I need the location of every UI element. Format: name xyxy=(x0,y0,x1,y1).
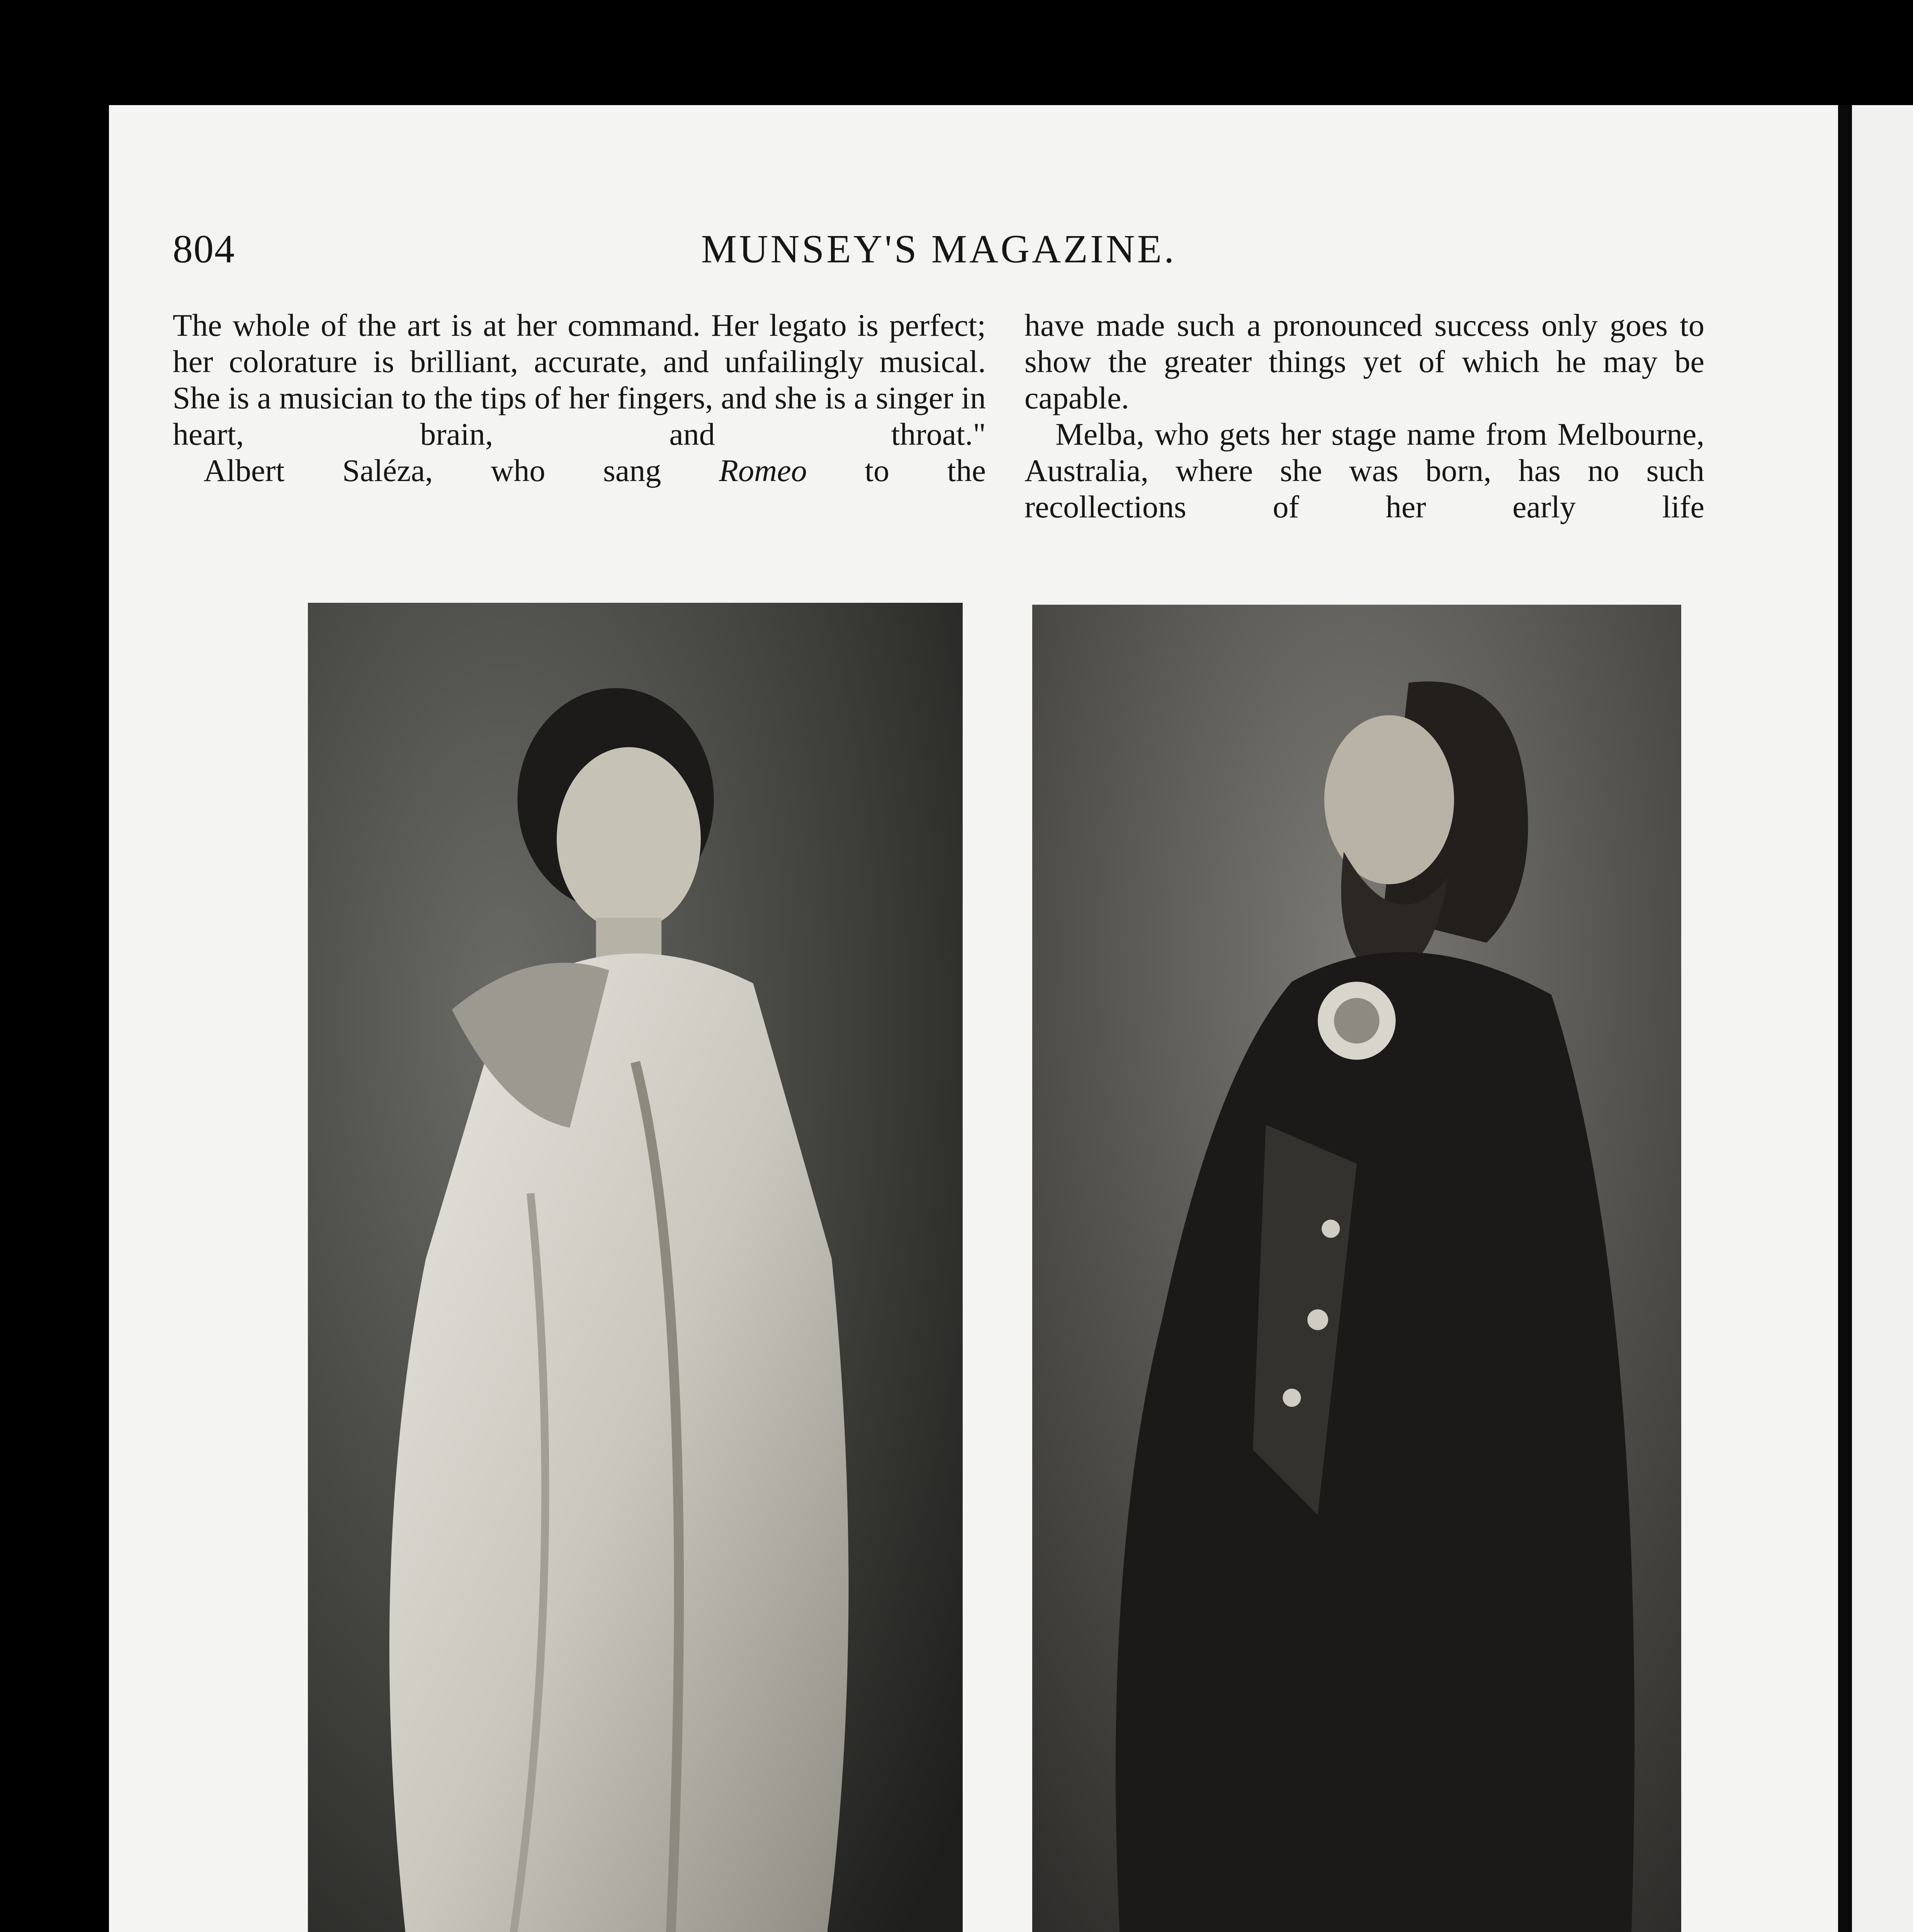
page-gutter-shadow xyxy=(1838,105,1852,1932)
portrait-photo-nordica xyxy=(308,603,963,1932)
paragraph: Albert Saléza, who sang Romeo to the xyxy=(204,453,986,488)
paragraph: Melba, who gets her stage name from Melbourne, Australia, where she was born, has no such recollections of her early life xyxy=(1024,417,1704,524)
text-column-top-right xyxy=(1024,307,1704,525)
paragraph: have made such a pronounced success only goes to show the greater things yet of which he may be capable. xyxy=(1024,308,1704,415)
page-number: 804 xyxy=(173,227,235,271)
text-column-top-left xyxy=(173,307,986,489)
page-header xyxy=(173,226,1705,276)
paragraph: The whole of the art is at her command. Her legato is perfect; her colorature is brilliant, accurate, and unfailingly musical. She is a musician to the tips of her fingers, and she is a singer in heart, brain, and throat." xyxy=(173,308,986,452)
running-head: MUNSEY'S MAGAZINE. xyxy=(701,227,1177,271)
portrait-photo-albers xyxy=(1032,605,1681,1932)
role-name: Romeo xyxy=(719,453,807,488)
